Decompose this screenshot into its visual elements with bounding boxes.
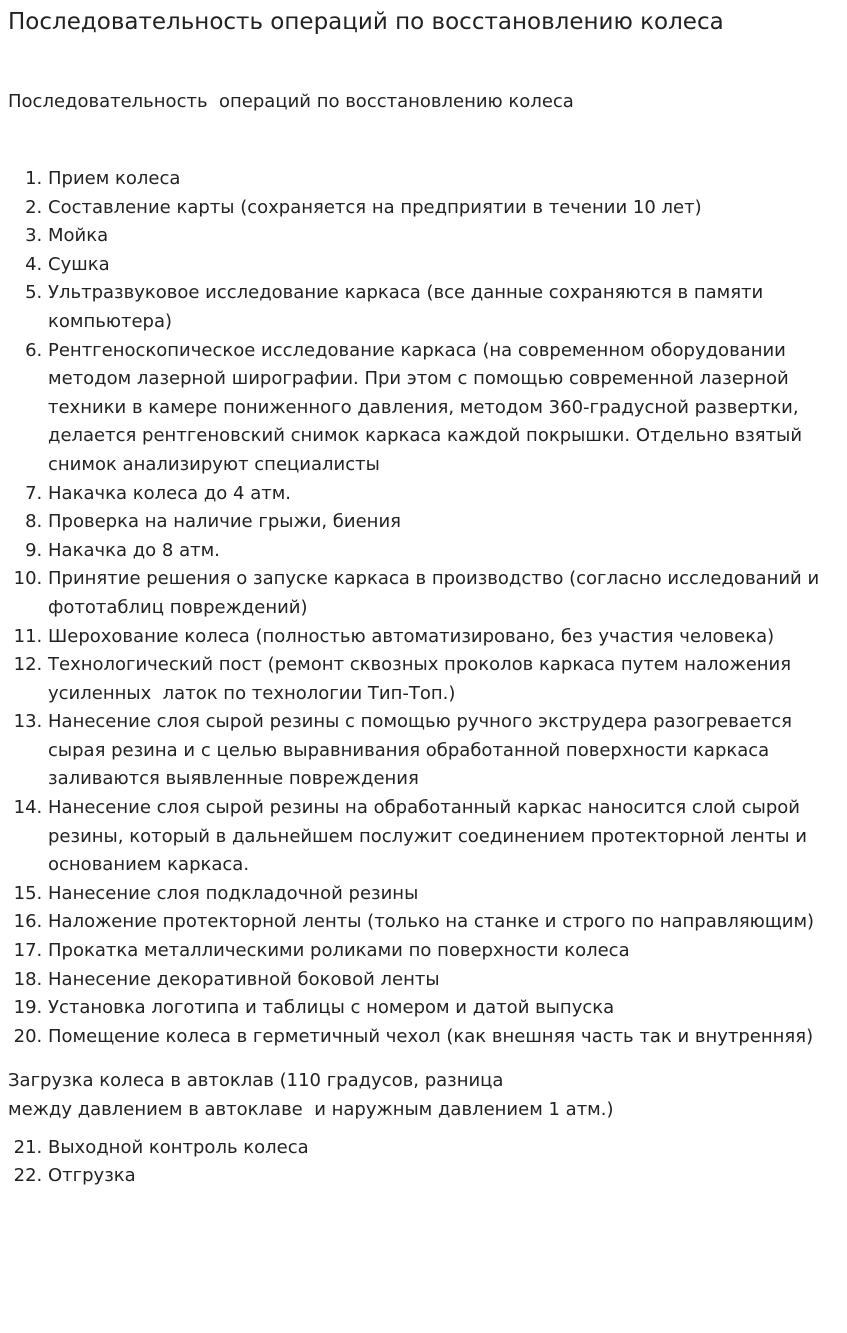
autoclave-line-1: Загрузка колеса в автоклав (110 градусов, разница (8, 1070, 504, 1092)
list-item-step-22: 22. Отгрузка (48, 1162, 838, 1191)
list-item-step-9: 9. Накачка до 8 атм. (48, 537, 838, 566)
document-subtitle: Последовательность операций по восстановлению колеса (8, 91, 574, 112)
list-item-step-5: 5. Ультразвуковое исследование каркаса (все данные сохраняются в памяти компьютера) (48, 279, 838, 336)
list-item-step-8: 8. Проверка на наличие грыжи, биения (48, 508, 838, 537)
list-item-step-11: 11. Шерохование колеса (полностью автоматизировано, без участия человека) (48, 623, 838, 652)
final-operations-list (8, 1134, 838, 1191)
list-item-step-19: 19. Установка логотипа и таблицы с номером и датой выпуска (48, 994, 838, 1023)
list-item-step-21: 21. Выходной контроль колеса (48, 1134, 838, 1163)
list-item-step-12: 12. Технологический пост (ремонт сквозных проколов каркаса путем наложения усиленных латок по технологии Тип-Топ.) (48, 651, 838, 708)
operations-list (8, 165, 838, 1051)
list-item-step-20: 20. Помещение колеса в герметичный чехол (как внешняя часть так и внутренняя) (48, 1023, 838, 1052)
autoclave-line-2: между давлением в автоклаве и наружным давлением 1 атм.) (8, 1099, 614, 1120)
list-item-step-6: 6. Рентгеноскопическое исследование каркаса (на современном оборудовании методом лазерной ширографии. При этом с помощью современной лазерной техники в камере пониженного давления, методом 360-градусной развертки, делается рентгеновский снимок каркаса каждой покрышки. Отдельно взятый снимок анализируют специалисты (48, 337, 838, 480)
list-item-step-1: 1. Прием колеса (48, 165, 838, 194)
list-item-step-15: 15. Нанесение слоя подкладочной резины (48, 880, 838, 909)
page-title: Последовательность операций по восстановлению колеса (8, 9, 724, 35)
list-item-step-13: 13. Нанесение слоя сырой резины с помощью ручного экструдера разогревается сырая резина и с целью выравнивания обработанной поверхности каркаса заливаются выявленные повреждения (48, 708, 838, 794)
autoclave-paragraph (8, 1067, 838, 1124)
list-item-step-7: 7. Накачка колеса до 4 атм. (48, 480, 838, 509)
list-item-step-14: 14. Нанесение слоя сырой резины на обработанный каркас наносится слой сырой резины, который в дальнейшем послужит соединением протекторной ленты и основанием каркаса. (48, 794, 838, 880)
document (8, 0, 838, 1191)
list-item-step-10: 10. Принятие решения о запуске каркаса в производство (согласно исследований и фототаблиц повреждений) (48, 565, 838, 622)
list-item-step-2: 2. Составление карты (сохраняется на предприятии в течении 10 лет) (48, 194, 838, 223)
list-item-step-17: 17. Прокатка металлическими роликами по поверхности колеса (48, 937, 838, 966)
list-item-step-3: 3. Мойка (48, 222, 838, 251)
list-item-step-16: 16. Наложение протекторной ленты (только на станке и строго по направляющим) (48, 908, 838, 937)
list-item-step-4: 4. Сушка (48, 251, 838, 280)
list-item-step-18: 18. Нанесение декоративной боковой ленты (48, 966, 838, 995)
